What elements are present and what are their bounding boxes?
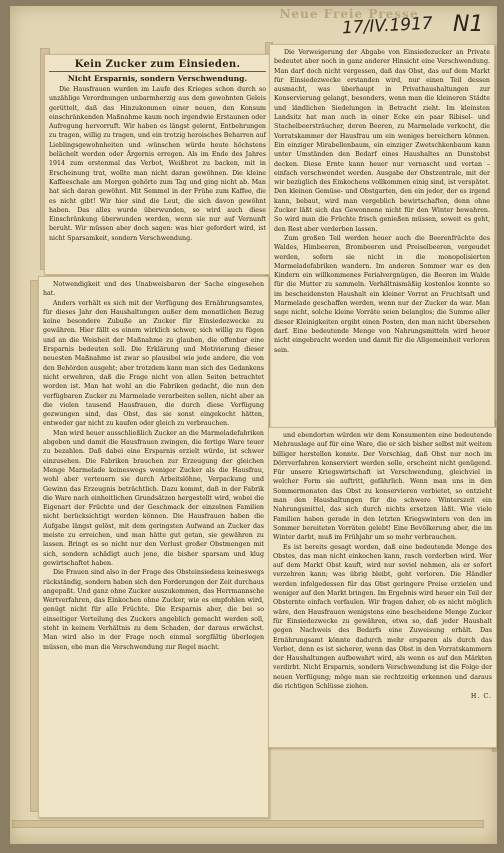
article-paragraph: Die Verweigerung der Abgabe von Einsiedezucker an Private bedeutet aber noch in ganz anderer Hinsicht eine Verschwendung. Man darf doch nicht vergessen, daß das Obst, das auf dem Markt für Einsiedezwecke erstanden wird, nur einen Teil dessen ausmacht, was überhaupt in Privathaushaltungen zur Konservierung gelangt, besonders, wenn man die kleineren Städte und ländlichen Siedelungen in Betracht zieht. Im kleinsten Landsitz hat man auch in einer Ecke ein paar Ribisel- und Stachelbeersträucher, deren Beeren, zu Marmelade verkocht, die Vorratskammer der Hausfrau um ein weniges bereichern können. Ein einziger Mirabellenbaum, ein einziger Zwetschkenbaum kann unter Umständen den Bedarf eines Haushaltes an Dunstobst decken. Diese Ernte kann heuer nur vernascht und vertan – einfach verschwendet werden. Ausgabe der Obstzentrale, mit der wir bezüglich des Einkochens vollkommen einig sind, ist verspätet. Den kleinen Gemüse- und Obstgarten, den ein jeder, der es irgend kann, bebaut, wird man vergeblich bewirtschaften, denn ohne Zucker läßt sich das Gewonnene nicht für den Winter bewahren. So wird man die Früchte frisch genießen müssen, soweit es geht, den Rest aber verderben lassen. [274,49,490,233]
article-paragraph: Zum großen Teil werden heuer auch die Beerenfrüchte des Waldes, Himbeeren, Brombeeren und Preiselbeeren, vergeudet werden, sofern sie nicht in die monopolisierten Marmeladefabriken wandern. Im anderen Sommer war es den Kindern ein willkommenes Ferialvergnügen, die Beeren im Walde für die Mutter zu sammeln. Verhältnismäßig kostenlos konnte so im bescheidensten Haushalt ein kleiner Vorrat an Fruchtsaft und Marmelade geschaffen werden, wenn nur der Zucker da war. Man sage nicht, solche kleine Vorräte seien belanglos; die Summe aller dieser Kleinigkeiten ergibt einen Posten, den man nicht übersehen darf. Eine bedeutende Menge von Nahrungsmitteln wird heuer nicht eingebracht werden und damit für die Allgemeinheit verloren sein. [274,234,490,354]
article-paragraph: und ebendorten würden wir dem Konsumenten eine bedeutende Mehrauslage auf für eine Ware, die er sich bisher selbst mit weitem billiger herstellen konnte. Der Vorschlag, daß Obst nur noch im Dörrverfahren konserviert werden solle, erscheint nicht genügend. Für unsere Kriegswirtschaft ist Verschwendung, gleichviel in welcher Form sie auftritt, gefährlich. Wenn man uns in den Sommermonaten das Obst zu konservieren verbietet, so entzieht man den Haushaltungen für die schwere Winterszeit ein Nahrungsmittel, das sich durch nichts ersetzen läßt. Wie viele Familien haben gerade in den letzten Kriegswintern von den im Sommer bereiteten Vorräten gelebt! Eine Bevölkerung aber, die im Winter darbt, muß im Frühjahr um so mehr verbrauchen. [273,432,492,542]
article-paragraph: Die Frauen sind also in der Frage des Obsteinsiedens keineswegs rückständig, sondern haben sich den Forderungen der Zeit durchaus angepaßt. Und ganz ohne Zucker auszukommen, das Herrmannsche Wertverfahren, das Einkochen ohne Zucker, wie es empfohlen wird, genügt nicht für alle Früchte. Die Ersparnis aber, die bei so einseitiger Verteilung des Zuckers angeblich gemacht werden soll, steht in keinem Verhältnis zu dem Schaden, der daraus erwächst. Man wird also in der Frage noch einmal sorgfältig überlegen müssen, ehe man die Verschwendung zur Regel macht. [43,569,264,651]
handwritten-reference-number: N1 [453,12,484,37]
article-signature: H. C. [470,693,492,701]
article-paragraph: Man wird heuer ausschließlich Zucker an die Marmeladefabriken abgeben und damit die Hausfrauen zwingen, die fertige Ware teuer zu bezahlen. Daß dabei eine Ersparnis erzielt würde, ist schwer einzusehen. Die Fabriken brauchen zur Erzeugung der gleichen Menge Marmelade keineswegs weniger Zucker als die Hausfrau, wohl aber verteuern sie durch Arbeitslöhne, Verpackung und Gewinn das Erzeugnis beträchtlich. Dazu kommt, daß in der Fabrik die Ware nach einheitlichen Grundsätzen hergestellt wird, wobei die Eigenart der Früchte und der Geschmack der einzelnen Familien nicht berücksichtigt werden können. Die Hausfrauen haben die Aufgabe längst gelöst, mit dem geringsten Aufwand an Zucker das meiste zu erreichen, und man hätte gut getan, sie gewähren zu lassen. Bringt es so nicht nur den Verlust großer Obstmengen mit sich, sondern schädigt auch jene, die bisher sparsam und klug gewirtschaftet haben. [43,429,264,567]
article-paragraph: Es ist bereits gesagt worden, daß eine bedeutende Menge des Obstes, das man nicht einkochen kann, rasch verdorben wird. Wer auf dem Markt Obst kauft, wird nur soviel nehmen, als er sofort verzehren kann; was übrig bleibt, geht verloren. Die Händler werden infolgedessen für das Obst geringere Preise erzielen und weniger auf den Markt bringen. Im Ergebnis wird heuer ein Teil der Obsternte einfach verfaulen. Wir fragen daher, ob es nicht möglich wäre, den Hausfrauen wenigstens eine bescheidene Menge Zucker für Einsiedezwecke zu gewähren, etwa so, daß jeder Haushalt gegen Nachweis des Bedarfs eine Zuweisung erhält. Das Ernährungsamt könnte dadurch mehr ersparen als durch das Verbot, denn es ist sicherer, wenn das Obst in den Vorratskammern der Haushaltungen aufbewahrt wird, als wenn es auf den Märkten verdirbt. Nicht Ersparnis, sondern Verschwendung ist die Folge der neuen Verfügung; möge man sie rechtzeitig erkennen und daraus die richtigen Schlüsse ziehen. [273,543,492,691]
clipping-column-4 [268,427,497,748]
handwritten-date: 17/IV.1917 [341,13,434,39]
article-paragraph: Die Hausfrauen wurden im Laufe des Krieges schon durch so unzählige Verordnungen unbarmherzig aus dem gewohnten Geleis gerüttelt, daß das Hinzukommen einer neuen, den Konsum einschränkenden Maßnahme kaum noch irgendwie Erstaunen oder Aufregung hervorruft. Wir haben es längst gelernt, Entbehrungen zu tragen, willig zu tragen, und ein trotzig heroisches Beharren auf Lieblingsgewohnheiten und -wünschen würde heute höchstens belächelt werden oder Ärgernis erregen. Als im Ende des Jahres 1914 zum erstenmal das Verbot, Weißbrot zu backen, mit in Erscheinung trat, wollte man nicht daran gewöhnen. Die kleine Kaffeeschale am Morgen gehörte zum Tag und ging nicht ab. Man hat sich daran gewöhnt. Mit Semmel in der Frühe zum Kaffee, die es nicht gibt! Wir hier sind die Leut, die sich davon gewöhnt haben. Das alles wurde überwunden, so wird auch diese Einschränkung überwunden werden, wenn sie nur auf Vernunft beruht. Wir müssen aber doch sagen: was hier gefordert wird, ist nicht Sparsamkeit, sondern Verschwendung. [49,86,266,242]
clipping-column-2 [269,44,495,429]
article-paragraph: Anders verhält es sich mit der Verfügung des Ernährungsamtes, für dieses Jahr den Haushaltungen außer dem monatlichen Bezug keine besondere Zubuße an Zucker für Einsiedezwecke zu gewähren. Hier fällt es einem wirklich schwer, sich willig zu fügen und an die Weisheit der Maßnahme zu glauben, die offenbar eine Ersparnis bedeuten soll. Die Erklärung und Motivierung dieser neuesten Maßnahme ist zwar so plausibel wie jede andere, die von den Behörden ausgeht; aber trotzdem kann man sich des Gedankens nicht erwehren, daß die Frage nicht von allen Seiten betrachtet worden ist. Man hat wohl an die Fabriken gedacht, die nun den verfügbaren Zucker zu Marmelade verarbeiten sollen, nicht aber an die vielen tausend Hausfrauen, die durch diese Verfügung gezwungen sind, das Obst, das sie sonst eingekocht hätten, entweder gar nicht zu kaufen oder gleich zu verbrauchen. [43,299,264,428]
paste-strip [12,820,484,828]
clipping-column-3 [38,276,269,818]
article-headline: Kein Zucker zum Einsieden. [49,58,266,72]
clipping-column-1 [44,54,271,275]
article-subheadline: Nicht Ersparnis, sondern Verschwendung. [67,74,248,83]
article-paragraph: Notwendigkeit und des Unabweisbaren der Sache eingesehen hat. [43,281,264,298]
newspaper-masthead-fragment: Neue Freie Presse [279,7,419,21]
